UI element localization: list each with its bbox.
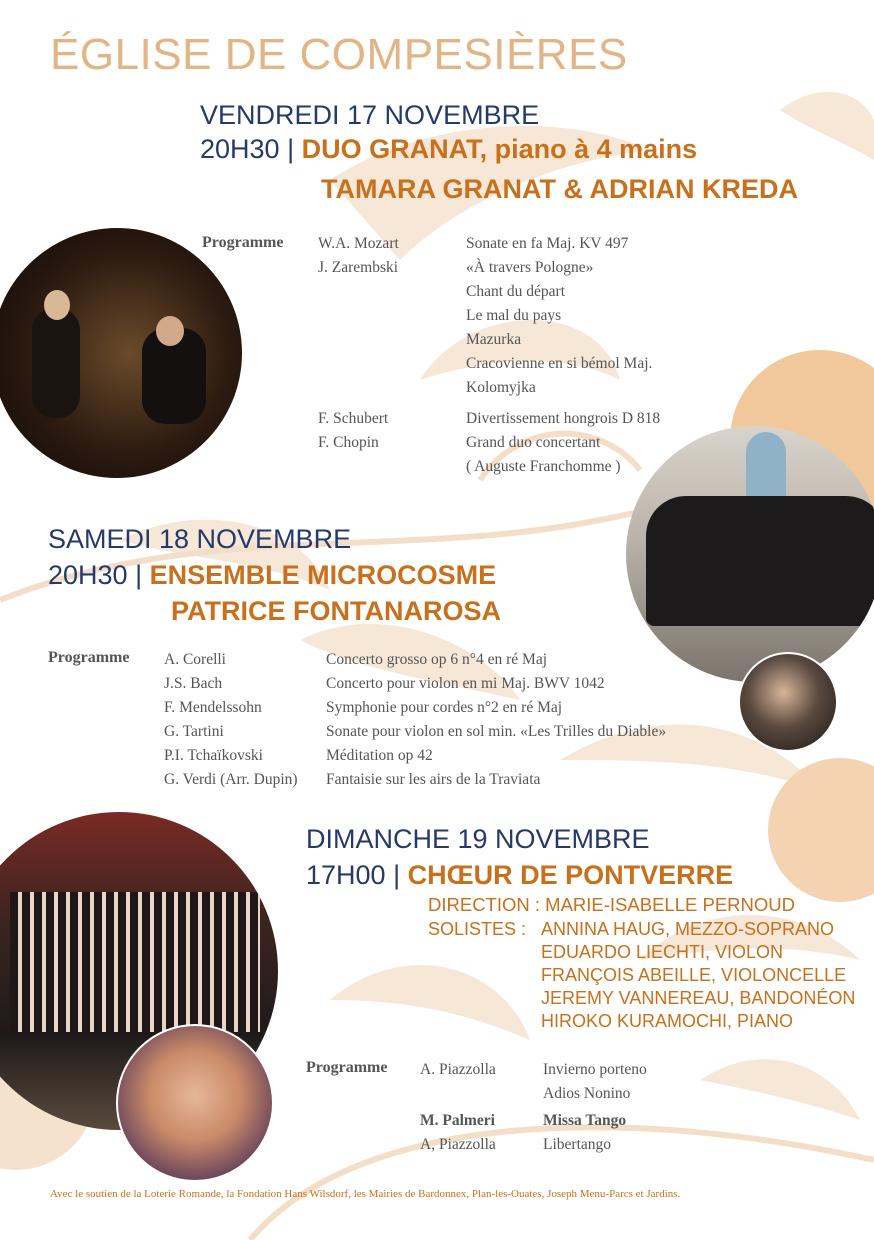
- composer: P.I. Tchaïkovski: [164, 747, 263, 764]
- work: «À travers Pologne»: [466, 259, 594, 276]
- concert2-time: 20H30 |: [48, 560, 143, 590]
- work: Concerto pour violon en mi Maj. BWV 1042: [326, 675, 605, 692]
- patrice-fontanarosa-photo: [738, 652, 838, 752]
- soloists-label: SOLISTES :: [428, 919, 527, 939]
- concert2-subtitle: PATRICE FONTANAROSA: [171, 596, 501, 626]
- soloist: FRANÇOIS ABEILLE, VIOLONCELLE: [541, 965, 847, 985]
- work: Grand duo concertant: [466, 434, 601, 451]
- work: Le mal du pays: [466, 307, 562, 324]
- composer: M. Palmeri: [420, 1112, 495, 1129]
- concert1-title: DUO GRANAT, piano à 4 mains: [301, 134, 698, 164]
- composer: [318, 376, 466, 400]
- concert3-programme: [420, 1058, 647, 1157]
- work: Invierno porteno: [543, 1061, 647, 1078]
- duo-granat-photo: [0, 228, 242, 478]
- work: Adios Nonino: [543, 1085, 631, 1102]
- composer: G. Tartini: [164, 723, 224, 740]
- soloists-list: [541, 918, 855, 1033]
- ensemble-microcosme-photo: [626, 426, 874, 682]
- composer: F. Mendelssohn: [164, 699, 262, 716]
- sponsors-footer: Avec le soutien de la Loterie Romande, la Fondation Hans Wilsdorf, les Mairies de Bardonnex, Plan-les-Ouates, Joseph Menu-Parcs et Jardins.: [50, 1188, 681, 1200]
- work: Cracovienne en si bémol Maj.: [466, 355, 653, 372]
- concert3-programme-label: Programme: [306, 1059, 388, 1076]
- composer: W.A. Mozart: [318, 235, 399, 252]
- work: Missa Tango: [543, 1112, 627, 1129]
- concert1-date: VENDREDI 17 NOVEMBRE: [200, 100, 540, 130]
- work: Kolomyjka: [466, 379, 536, 396]
- concert1-time: 20H30 |: [200, 134, 295, 164]
- concert1-subtitle: TAMARA GRANAT & ADRIAN KREDA: [321, 174, 798, 204]
- composer: [318, 328, 466, 352]
- concert2-programme: [164, 648, 666, 792]
- concert2-programme-label: Programme: [48, 649, 130, 666]
- composer: [318, 280, 466, 304]
- composer: [318, 304, 466, 328]
- composer: A, Piazzolla: [420, 1136, 496, 1153]
- work: Chant du départ: [466, 283, 566, 300]
- composer: F. Schubert: [318, 410, 389, 427]
- work: Mazurka: [466, 331, 522, 348]
- concert1-programme: [318, 232, 660, 479]
- composer: A. Piazzolla: [420, 1061, 496, 1078]
- soloist: ANNINA HAUG, MEZZO-SOPRANO: [541, 919, 835, 939]
- composer: G. Verdi (Arr. Dupin): [164, 771, 298, 788]
- composer: A. Corelli: [164, 651, 226, 668]
- work: Sonate en fa Maj. KV 497: [466, 235, 629, 252]
- composer: [420, 1082, 543, 1106]
- work: Concerto grosso op 6 n°4 en ré Maj: [326, 651, 548, 668]
- work: Symphonie pour cordes n°2 en ré Maj: [326, 699, 563, 716]
- composer: [318, 455, 466, 479]
- concert3-title: CHŒUR DE PONTVERRE: [407, 860, 734, 890]
- soloist: HIROKO KURAMOCHI, PIANO: [541, 1011, 794, 1031]
- work: Divertissement hongrois D 818: [466, 410, 661, 427]
- work: Libertango: [543, 1136, 612, 1153]
- conductor-portrait-photo: [116, 1024, 274, 1182]
- concert3-date: DIMANCHE 19 NOVEMBRE: [306, 824, 650, 854]
- work: Fantaisie sur les airs de la Traviata: [326, 771, 541, 788]
- concert2-title: ENSEMBLE MICROCOSME: [149, 560, 497, 590]
- soloist: EDUARDO LIECHTI, VIOLON: [541, 942, 784, 962]
- work: ( Auguste Franchomme ): [466, 458, 621, 475]
- work: Sonate pour violon en sol min. «Les Trilles du Diable»: [326, 723, 667, 740]
- composer: F. Chopin: [318, 434, 379, 451]
- direction-name: MARIE-ISABELLE PERNOUD: [545, 894, 795, 915]
- composer: J.S. Bach: [164, 675, 223, 692]
- direction-label: DIRECTION :: [428, 894, 541, 915]
- concert3-time: 17H00 |: [306, 860, 401, 890]
- composer: J. Zarembski: [318, 259, 399, 276]
- work: Méditation op 42: [326, 747, 433, 764]
- concert2-date: SAMEDI 18 NOVEMBRE: [48, 524, 352, 554]
- soloist: JEREMY VANNEREAU, BANDONÉON: [541, 988, 856, 1008]
- composer: [318, 352, 466, 376]
- venue-title: ÉGLISE DE COMPESIÈRES: [50, 30, 628, 79]
- concert1-programme-label: Programme: [202, 234, 284, 251]
